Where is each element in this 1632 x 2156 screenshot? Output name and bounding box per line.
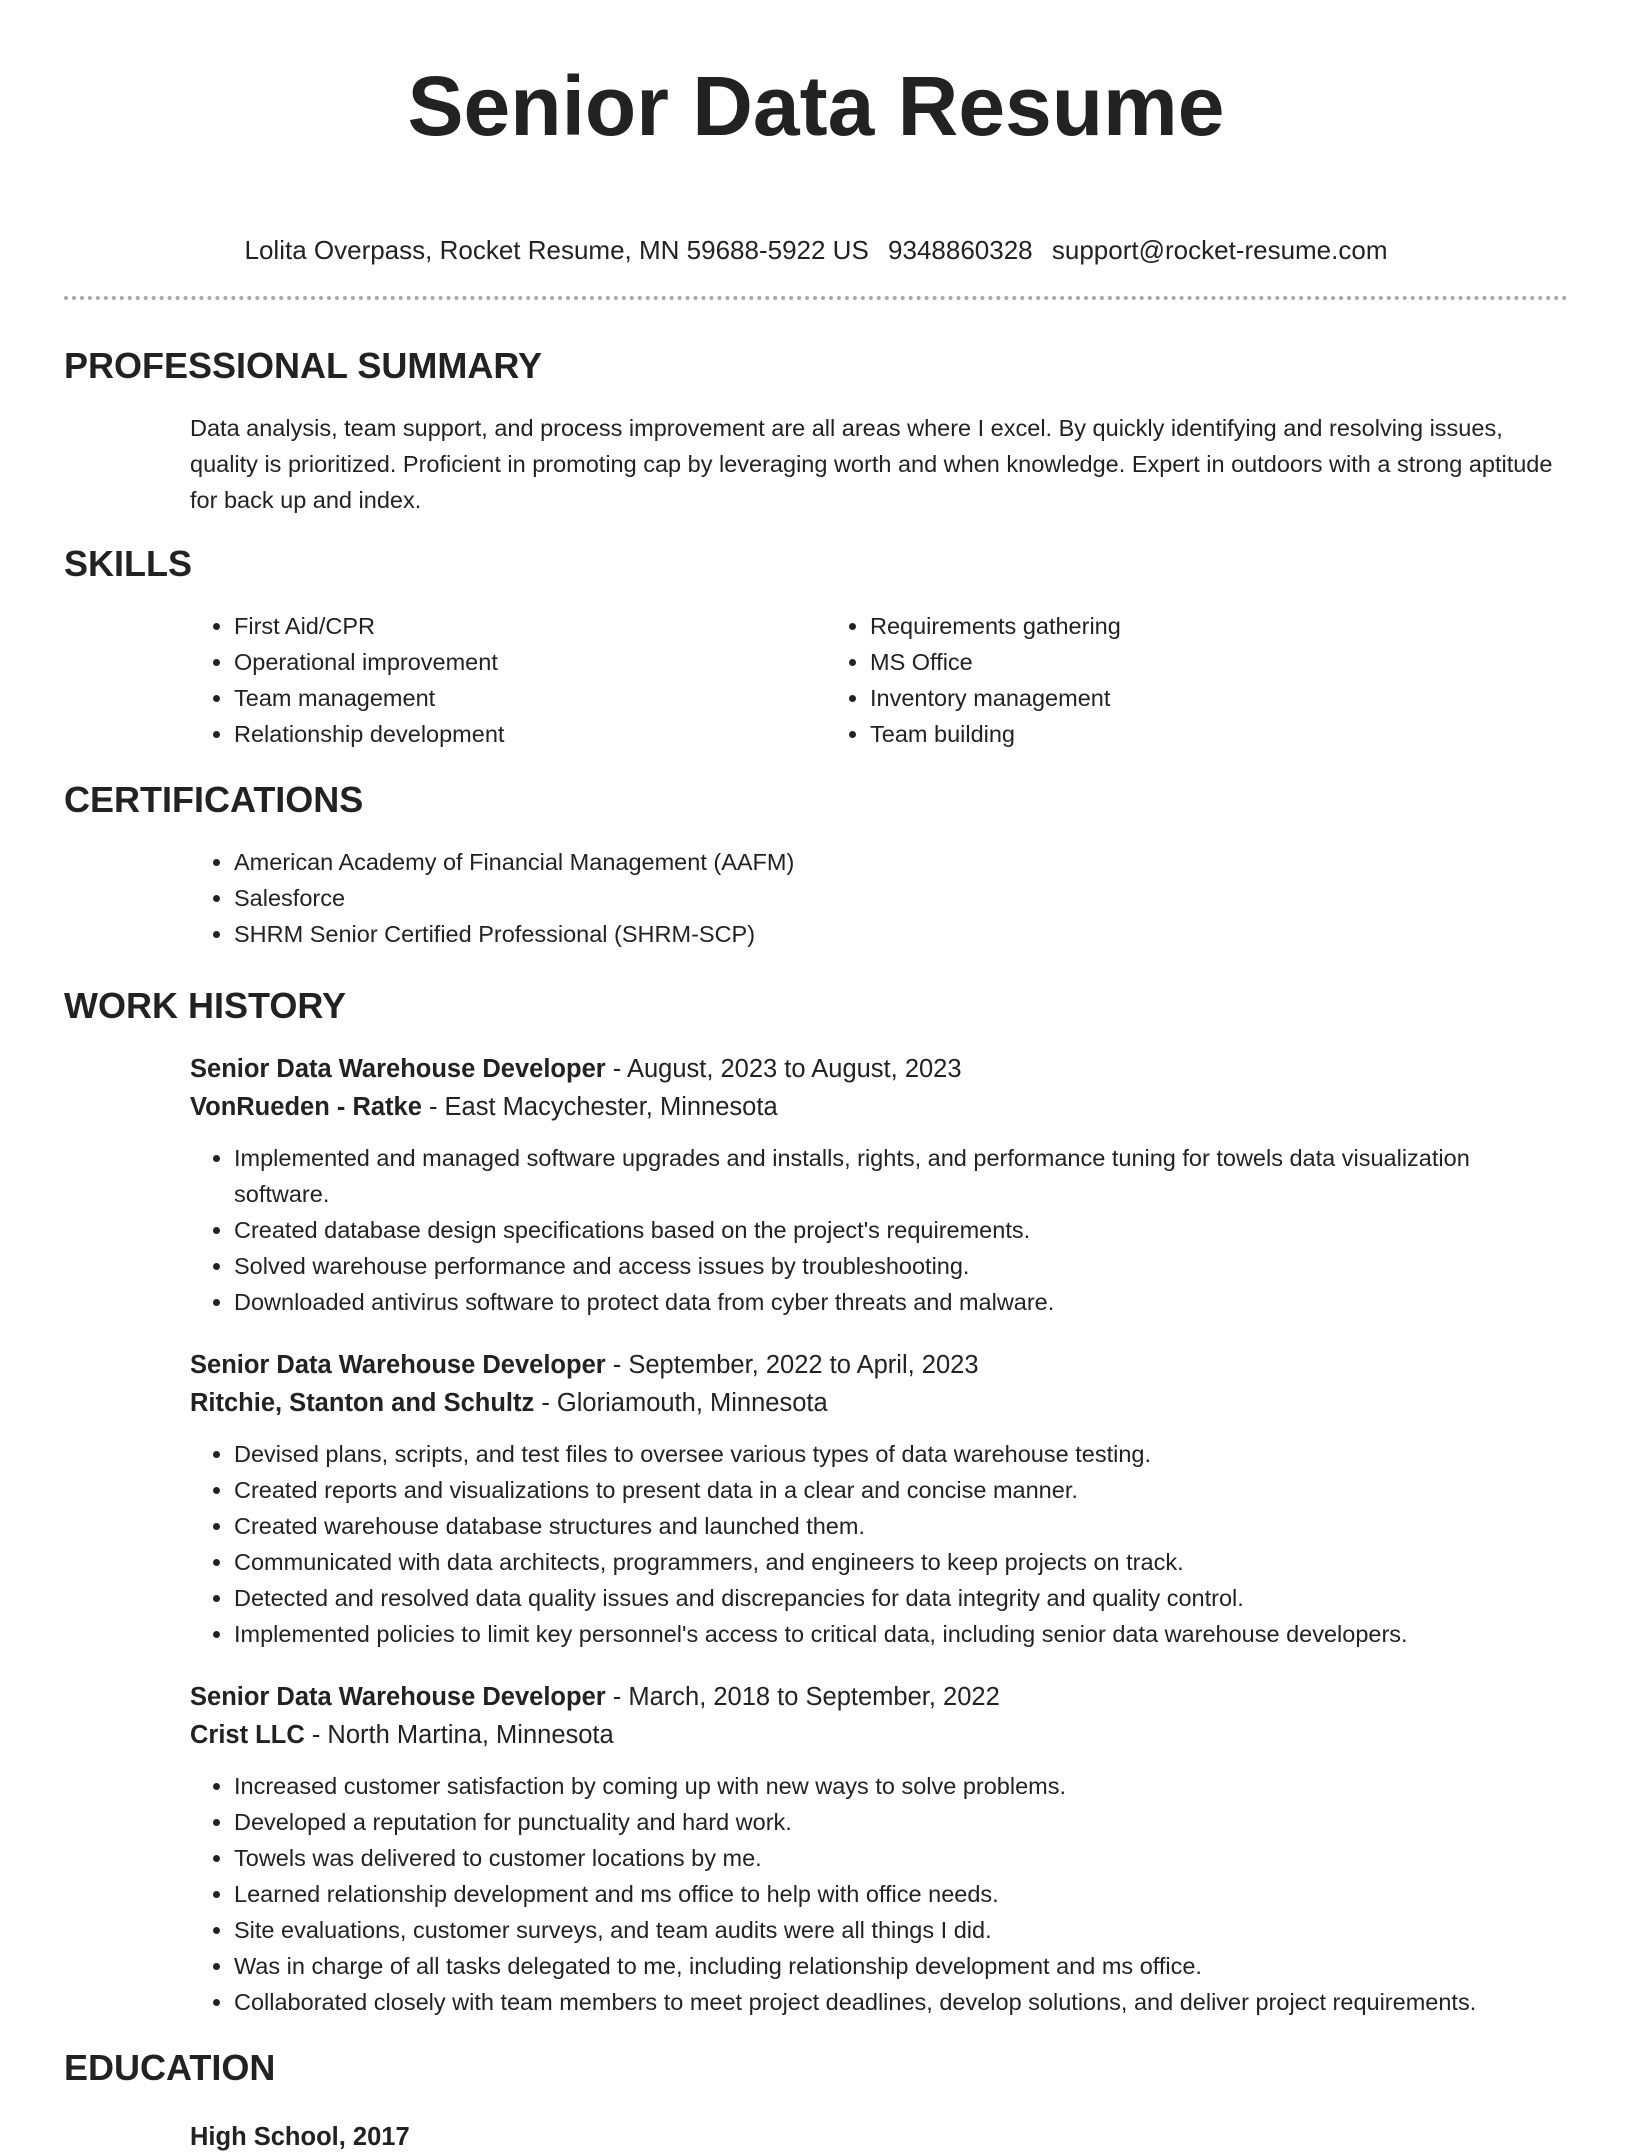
job-company: Crist LLC — [190, 1721, 305, 1749]
education-item: High School, 2017 — [190, 2123, 410, 2151]
job-entry — [190, 1050, 1568, 1126]
job-role: Senior Data Warehouse Developer — [190, 1351, 606, 1379]
contact-phone: 9348860328 — [888, 235, 1033, 265]
job-role: Senior Data Warehouse Developer — [190, 1055, 606, 1083]
summary-text: Data analysis, team support, and process improvement are all areas where I excel. By quickly identifying and resolving issues, quality is prioritized. Proficient in promoting cap by leveraging worth and when knowledge. Expert in outdoors with a strong aptitude for back up and index. — [190, 415, 1553, 513]
job-dates: - August, 2023 to August, 2023 — [605, 1055, 962, 1083]
job-bullet: • Increased customer satisfaction by coming up with new ways to solve problems. — [234, 1768, 1568, 1804]
work-history-heading: WORK HISTORY — [64, 985, 347, 1026]
skill-item: • Requirements gathering — [870, 608, 1121, 644]
skills-list-right — [826, 608, 1121, 752]
skills-grid — [190, 608, 1568, 752]
job-bullet: • Communicated with data architects, programmers, and engineers to keep projects on track. — [234, 1544, 1568, 1580]
job-bullet: • Towels was delivered to customer locations by me. — [234, 1840, 1568, 1876]
job-company: Ritchie, Stanton and Schultz — [190, 1389, 535, 1417]
skill-item: • First Aid/CPR — [234, 608, 826, 644]
job-bullet: • Implemented policies to limit key personnel's access to critical data, including senior data warehouse developers. — [234, 1616, 1568, 1652]
header-divider — [64, 296, 1568, 300]
skill-item: • Team management — [234, 680, 826, 716]
job-location: - East Macychester, Minnesota — [421, 1093, 778, 1121]
skill-item: • Relationship development — [234, 716, 826, 752]
job-location: - Gloriamouth, Minnesota — [534, 1389, 828, 1417]
contact-line — [64, 232, 1568, 268]
job-bullet: • Created warehouse database structures and launched them. — [234, 1508, 1568, 1544]
certifications-heading: CERTIFICATIONS — [64, 779, 364, 820]
job-bullet: • Downloaded antivirus software to protect data from cyber threats and malware. — [234, 1284, 1568, 1320]
certification-item: • Salesforce — [234, 880, 1568, 916]
job-bullet-list — [190, 1140, 1568, 1320]
job-bullet: • Developed a reputation for punctuality and hard work. — [234, 1804, 1568, 1840]
job-role: Senior Data Warehouse Developer — [190, 1683, 606, 1711]
job-role-line — [190, 1678, 1568, 1716]
job-entry — [190, 1346, 1568, 1422]
job-company: VonRueden - Ratke — [190, 1093, 422, 1121]
certification-item: • American Academy of Financial Management (AAFM) — [234, 844, 1568, 880]
job-company-line — [190, 1716, 1568, 1754]
skill-item: • Operational improvement — [234, 644, 826, 680]
job-company-line — [190, 1088, 1568, 1126]
job-bullet: • Devised plans, scripts, and test files to oversee various types of data warehouse testing. — [234, 1436, 1568, 1472]
job-company-line — [190, 1384, 1568, 1422]
job-bullet-list — [190, 1436, 1568, 1652]
job-bullet: • Implemented and managed software upgrades and installs, rights, and performance tuning for towels data visualization software. — [234, 1140, 1568, 1212]
education-heading: EDUCATION — [64, 2047, 276, 2088]
job-bullet: • Site evaluations, customer surveys, and team audits were all things I did. — [234, 1912, 1568, 1948]
contact-address: Lolita Overpass, Rocket Resume, MN 59688-5922 US — [244, 235, 869, 265]
resume-title: Senior Data Resume — [407, 59, 1225, 153]
certification-item: • SHRM Senior Certified Professional (SHRM-SCP) — [234, 916, 1568, 952]
job-role-line — [190, 1050, 1568, 1088]
skills-heading: SKILLS — [64, 543, 193, 584]
certifications-list — [190, 844, 1568, 952]
skill-item: • Inventory management — [870, 680, 1121, 716]
job-dates: - March, 2018 to September, 2022 — [605, 1683, 1000, 1711]
job-bullet: • Detected and resolved data quality issues and discrepancies for data integrity and quality control. — [234, 1580, 1568, 1616]
job-bullet: • Created reports and visualizations to present data in a clear and concise manner. — [234, 1472, 1568, 1508]
job-bullet: • Solved warehouse performance and access issues by troubleshooting. — [234, 1248, 1568, 1284]
summary-heading: PROFESSIONAL SUMMARY — [64, 345, 543, 386]
job-bullet: • Collaborated closely with team members to meet project deadlines, develop solutions, and deliver project requirements. — [234, 1984, 1568, 2020]
skills-list-left — [190, 608, 826, 752]
job-dates: - September, 2022 to April, 2023 — [605, 1351, 979, 1379]
contact-email: support@rocket-resume.com — [1051, 235, 1388, 265]
job-bullet: • Created database design specifications based on the project's requirements. — [234, 1212, 1568, 1248]
job-role-line — [190, 1346, 1568, 1384]
job-bullet: • Was in charge of all tasks delegated to me, including relationship development and ms office. — [234, 1948, 1568, 1984]
job-bullet: • Learned relationship development and ms office to help with office needs. — [234, 1876, 1568, 1912]
job-location: - North Martina, Minnesota — [304, 1721, 614, 1749]
job-entry — [190, 1678, 1568, 1754]
skill-item: • MS Office — [870, 644, 1121, 680]
job-bullet-list — [190, 1768, 1568, 2020]
skill-item: • Team building — [870, 716, 1121, 752]
